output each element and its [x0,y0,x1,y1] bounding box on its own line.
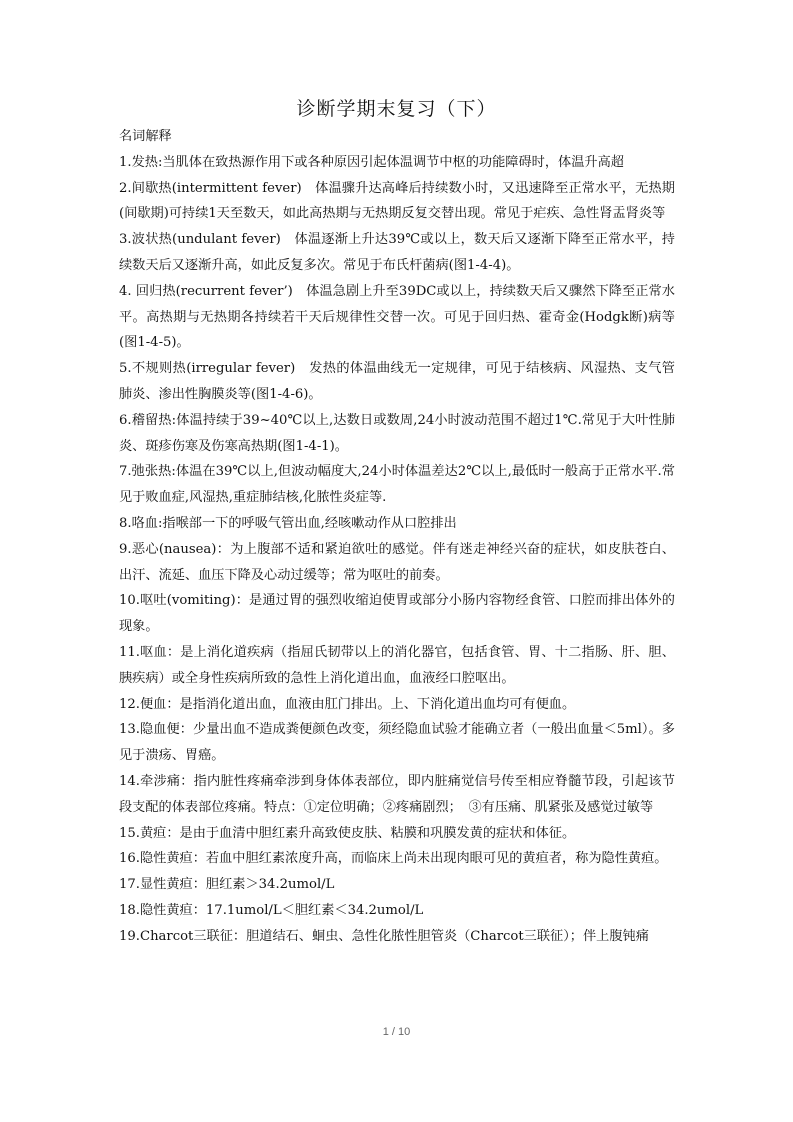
paragraph: 7.弛张热:体温在39℃以上,但波动幅度大,24小时体温差达2℃以上,最低时一般高于正常水平.常见于败血症,风湿热,重症肺结核,化脓性炎症等. [119,464,675,506]
document-body [119,124,675,950]
paragraph: 9.恶心(nausea)：为上腹部不适和紧迫欲吐的感觉。伴有迷走神经兴奋的症状，如皮肤苍白、出汗、流延、血压下降及心动过缓等；常为呕吐的前奏。 [119,541,675,583]
paragraph: 18.隐性黄疸：17.1umol/L＜胆红素＜34.2umol/L [119,902,424,918]
paragraph: 12.便血：是指消化道出血，血液由肛门排出。上、下消化道出血均可有便血。 [119,696,576,712]
page-title: 诊断学期末复习（下） [296,98,497,120]
paragraph: 6.稽留热:体温持续于39~40℃以上,达数日或数周,24小时波动范围不超过1℃.常见于大叶性肺炎、斑疹伤寒及伤寒高热期(图1-4-1)。 [119,412,675,454]
paragraph: 5.不规则热(irregular fever) 发热的体温曲线无一定规律，可见于结核病、风湿热、支气管肺炎、渗出性胸膜炎等(图1-4-6)。 [119,361,675,402]
section-heading: 名词解释 [119,129,172,144]
paragraph: 15.黄疸：是由于血清中胆红素升高致使皮肤、粘膜和巩膜发黄的症状和体征。 [119,825,576,841]
paragraph: 4. 回归热(recurrent fever’) 体温急剧上升至39DC或以上，持续数天后又骤然下降至正常水平。高热期与无热期各持续若干天后规律性交替一次。可见于回归热、霍奇金(Hodgk断)病等(图1-4-5)。 [119,283,675,351]
paragraph: 1.发热:当肌体在致热源作用下或各种原因引起体温调节中枢的功能障碍时，体温升高超 [119,154,624,170]
paragraph: 14.牵涉痛：指内脏性疼痛牵涉到身体体表部位，即内脏痛觉信号传至相应脊髓节段，引起该节段支配的体表部位疼痛。特点：①定位明确；②疼痛剧烈； ③有压痛、肌紧张及感觉过敏等 [119,773,675,815]
paragraph: 16.隐性黄疸：若血中胆红素浓度升高，而临床上尚未出现肉眼可见的黄疸者，称为隐性黄疸。 [119,851,668,867]
paragraph: 13.隐血便：少量出血不造成粪便颜色改变，须经隐血试验才能确立者（一般出血量＜5ml）。多见于溃疡、胃癌。 [119,722,675,764]
paragraph: 8.咯血:指喉部一下的呼吸气管出血,经咳嗽动作从口腔排出 [119,515,457,531]
page-indicator: 1 / 10 [382,1026,411,1038]
paragraph: 19.Charcot三联征：胆道结石、蛔虫、急性化脓性胆管炎（Charcot三联征）；伴上腹钝痛 [119,928,649,944]
paragraph: 10.呕吐(vomiting)：是通过胃的强烈收缩迫使胃或部分小肠内容物经食管、口腔而排出体外的现象。 [119,593,675,635]
paragraph: 17.显性黄疸：胆红素＞34.2umol/L [119,877,335,893]
paragraph: 2.间歇热(intermittent fever) 体温骤升达高峰后持续数小时，又迅速降至正常水平，无热期(间歇期)可持续1天至数天，如此高热期与无热期反复交替出现。常见于疟疾、急性肾盂肾炎等 [119,180,675,222]
paragraph: 11.呕血：是上消化道疾病（指屈氏韧带以上的消化器官，包括食管、胃、十二指肠、肝、胆、胰疾病）或全身性疾病所致的急性上消化道出血，血液经口腔呕出。 [119,644,675,686]
paragraph: 3.波状热(undulant fever) 体温逐渐上升达39℃或以上，数天后又逐渐下降至正常水平，持续数天后又逐渐升高，如此反复多次。常见于布氏杆菌病(图1-4-4)。 [119,232,675,273]
